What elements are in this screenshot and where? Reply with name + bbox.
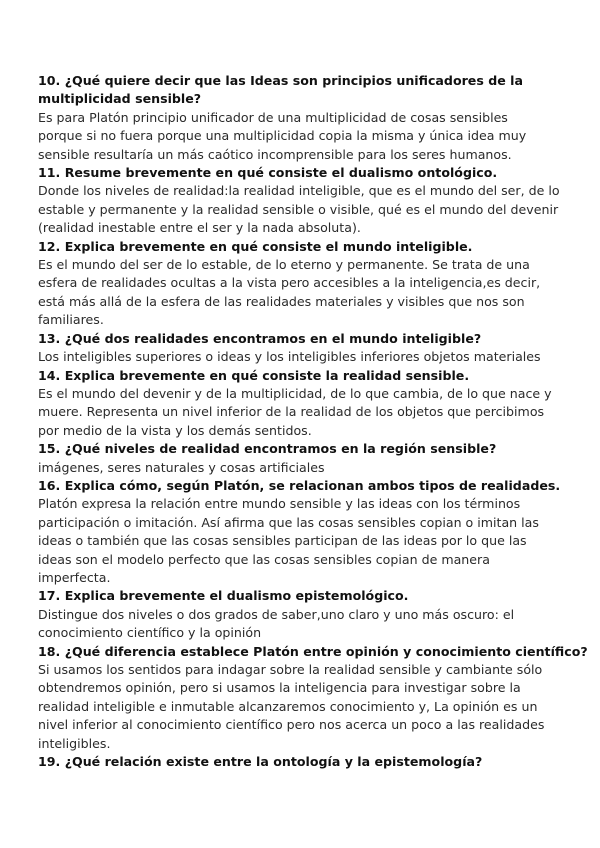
question-line: 19. ¿Qué relación existe entre la ontología y la epistemología? [38, 754, 483, 770]
answer-line: conocimiento científico y la opinión [38, 625, 262, 641]
answer-paragraph [38, 459, 568, 477]
question-line: 12. Explica brevemente en qué consiste el mundo inteligible. [38, 238, 473, 254]
answer-line: muere. Representa un nivel inferior de la realidad de los objetos que percibimos [38, 404, 545, 420]
question-heading [38, 587, 568, 605]
answer-paragraph [38, 385, 568, 440]
question-line: 13. ¿Qué dos realidades encontramos en el mundo inteligible? [38, 330, 482, 346]
question-line: 16. Explica cómo, según Platón, se relacionan ambos tipos de realidades. [38, 477, 561, 493]
question-heading [38, 238, 568, 256]
answer-line: (realidad inestable entre el ser y la nada absoluta). [38, 220, 361, 236]
question-heading [38, 164, 568, 182]
answer-paragraph [38, 661, 568, 753]
answer-line: Si usamos los sentidos para indagar sobre la realidad sensible y cambiante sólo [38, 662, 543, 677]
answer-line: participación o imitación. Así afirma que las cosas sensibles copian o imitan las [38, 514, 539, 530]
question-line: 17. Explica brevemente el dualismo epistemológico. [38, 588, 409, 604]
answer-paragraph [38, 182, 568, 237]
answer-paragraph [38, 606, 568, 643]
answer-line: Los inteligibles superiores o ideas y los inteligibles inferiores objetos materiales [38, 349, 541, 365]
question-heading [38, 367, 568, 385]
question-heading [38, 330, 568, 348]
answer-line: ideas o también que las cosas sensibles participan de las ideas por lo que las [38, 533, 527, 549]
answer-line: ideas son el modelo perfecto que las cosas sensibles copian de manera [38, 551, 490, 567]
question-line: 18. ¿Qué diferencia establece Platón entre opinión y conocimiento científico? [38, 643, 588, 659]
answer-line: familiares. [38, 312, 104, 328]
question-heading [38, 753, 568, 771]
question-heading [38, 643, 588, 661]
question-line: multiplicidad sensible? [38, 91, 202, 107]
answer-paragraph [38, 256, 568, 330]
question-line: 11. Resume brevemente en qué consiste el dualismo ontológico. [38, 165, 498, 181]
answer-line: por medio de la vista y los demás sentidos. [38, 422, 312, 438]
answer-line: estable y permanente y la realidad sensible o visible, qué es el mundo del devenir [38, 201, 559, 217]
answer-line: esfera de realidades ocultas a la vista pero accesibles a la inteligencia,es decir, [38, 275, 541, 291]
question-line: 15. ¿Qué niveles de realidad encontramos en la región sensible? [38, 441, 497, 457]
answer-line: inteligibles. [38, 735, 111, 751]
answer-line: Es para Platón principio unificador de una multiplicidad de cosas sensibles [38, 109, 508, 125]
answer-line: Es el mundo del devenir y de la multiplicidad, de lo que cambia, de lo que nace y [38, 385, 552, 401]
answer-line: Es el mundo del ser de lo estable, de lo eterno y permanente. Se trata de una [38, 257, 530, 273]
answer-paragraph [38, 109, 568, 164]
answer-line: Distingue dos niveles o dos grados de saber,uno claro y uno más oscuro: el [38, 606, 515, 622]
answer-line: porque si no fuera porque una multiplicidad copia la misma y única idea muy [38, 128, 527, 144]
document-content [38, 72, 588, 771]
answer-line: Donde los niveles de realidad:la realidad inteligible, que es el mundo del ser, de lo [38, 183, 560, 199]
answer-line: obtendremos opinión, pero si usamos la inteligencia para investigar sobre la [38, 680, 521, 696]
question-heading [38, 72, 568, 109]
answer-line: nivel inferior al conocimiento científico pero nos acerca un poco a las realidades [38, 717, 545, 733]
question-line: 14. Explica brevemente en qué consiste la realidad sensible. [38, 367, 470, 383]
answer-line: está más allá de la esfera de las realidades materiales y visibles que nos son [38, 293, 525, 309]
question-heading [38, 440, 568, 458]
question-line: 10. ¿Qué quiere decir que las Ideas son principios unificadores de la [38, 73, 523, 88]
question-heading [38, 477, 568, 495]
answer-line: imperfecta. [38, 569, 111, 585]
answer-line: realidad inteligible e inmutable alcanzaremos conocimiento y, La opinión es un [38, 698, 538, 714]
answer-line: imágenes, seres naturales y cosas artificiales [38, 459, 325, 475]
answer-paragraph [38, 495, 568, 587]
answer-line: sensible resultaría un más caótico incomprensible para los seres humanos. [38, 146, 512, 162]
answer-paragraph [38, 348, 568, 366]
answer-line: Platón expresa la relación entre mundo sensible y las ideas con los términos [38, 496, 521, 512]
